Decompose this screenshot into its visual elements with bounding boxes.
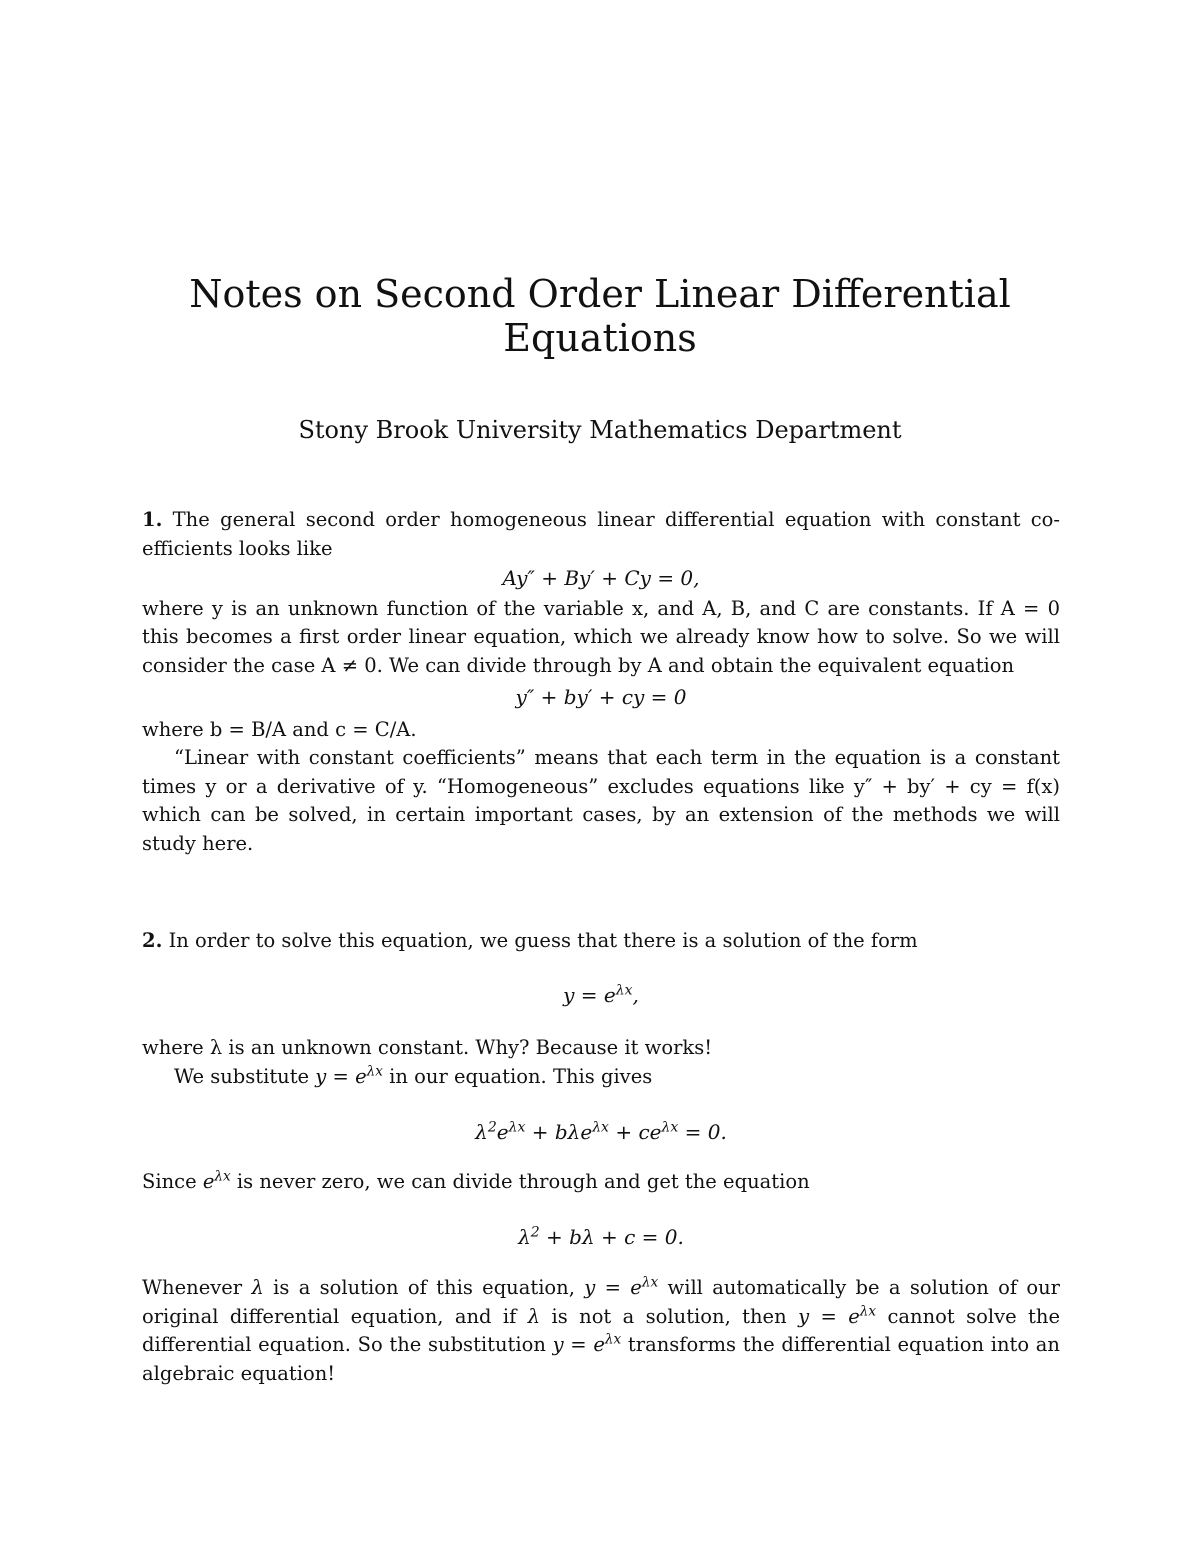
section-2-number: 2. (142, 929, 163, 952)
section-1-paragraph-3: “Linear with constant coefficients” means that each term in the equation is a constant times y or a derivative of y. “Homogeneous” excludes equations like y″ + by′ + cy = f(x) which can be solved, in certain important cases, by an extension of the methods we will study here. (142, 746, 1060, 855)
equation-exponential-guess-block (142, 981, 1060, 1010)
section-1 (142, 506, 1060, 858)
section-2-intro (142, 927, 1060, 956)
section-2-text-c (142, 1274, 1060, 1388)
section-2-intro-text: In order to solve this equation, we guess that there is a solution of the form (168, 929, 918, 952)
section-2-text-a (142, 1034, 1060, 1091)
equation-substituted: $\lambda^2e^{\lambda x} + b\lambda e^{\lambda x} + ce^{\lambda x} = 0$. (475, 1119, 727, 1144)
section-1-intro-text: The general second order homogeneous linear differential equation with constant co-efficients looks like (142, 508, 1060, 560)
equation-exponential-guess: $y = e^{\lambda x}$, (563, 982, 639, 1007)
section-1-number: 1. (142, 508, 163, 531)
equation-substituted-block (142, 1118, 1060, 1147)
section-1-paragraph-1: where y is an unknown function of the variable x, and A, B, and C are constants. If A = 0 this becomes a first order linear equation, which we already know how to solve. So we will consider the case A ≠ 0. We can divide through by A and obtain the equivalent equation (142, 596, 1060, 677)
section-2-paragraph-1: where λ is an unknown constant. Why? Because it works! (142, 1036, 713, 1059)
title-line-2: Equations (503, 316, 697, 360)
section-2 (142, 927, 1060, 956)
section-1-paragraph-2: where b = B/A and c = C/A. (142, 717, 417, 741)
section-2-text-b (142, 1168, 1060, 1197)
section-2-paragraph-3: Since $e^{\lambda x}$ is never zero, we can divide through and get the equation (142, 1168, 810, 1193)
document-title (0, 272, 1200, 360)
section-2-paragraph-2: We substitute $y = e^{\lambda x}$ in our equation. This gives (174, 1063, 653, 1088)
equation-characteristic: $\lambda^2 + b\lambda + c = 0$. (518, 1224, 684, 1249)
section-2-paragraph-4: Whenever λ is a solution of this equation, $y = e^{\lambda x}$ will automatically be a solution of our original differential equation, and if λ is not a solution, then $y = e^{\lambda x}$ cannot solve the differential equation. So the substitution $y = e^{\lambda x}$ transforms the differential equation into an algebraic equation! (142, 1274, 1060, 1385)
section-1-intro (142, 506, 1060, 563)
author-affiliation: Stony Brook University Mathematics Department (298, 416, 902, 444)
equation-characteristic-block (142, 1223, 1060, 1252)
title-line-1: Notes on Second Order Linear Differential (189, 272, 1011, 316)
equation-normalized-form: y″ + by′ + cy = 0 (515, 685, 687, 709)
equation-general-form: Ay″ + By′ + Cy = 0, (502, 566, 700, 590)
